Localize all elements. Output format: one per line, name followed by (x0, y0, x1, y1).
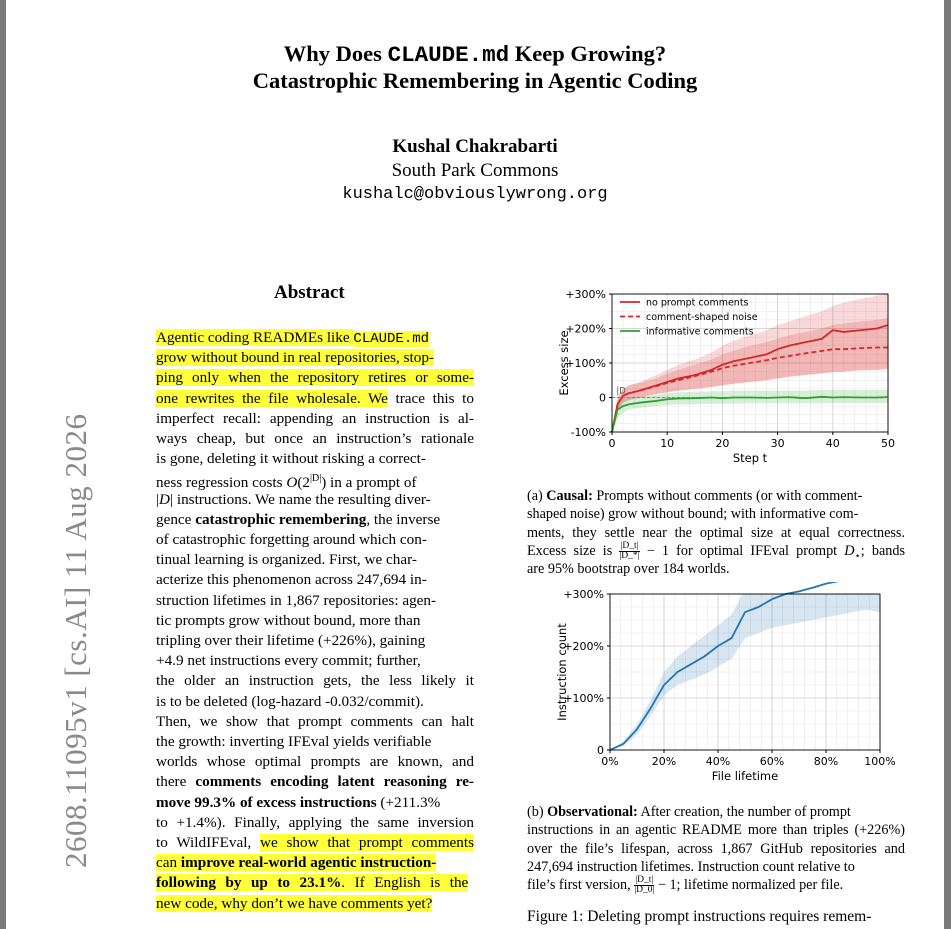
text-run: tinual learning is organized. First, we char- (156, 551, 417, 569)
legend-label: comment-shaped noise (646, 312, 758, 323)
text-run: Causal: (546, 488, 593, 504)
figure-a-chart (528, 290, 908, 480)
author-name: Kushal Chakrabarti (392, 136, 558, 157)
y-tick-label: +100% (563, 692, 604, 705)
y-tick-label: -100% (570, 426, 606, 439)
text-run: there (156, 773, 196, 791)
x-tick-label: 80% (813, 755, 839, 768)
text-run: (+211.3% (376, 793, 441, 811)
text-line (527, 560, 905, 578)
figure-1-caption: Figure 1: Deleting prompt instructions requires remem- (527, 908, 872, 925)
text-run: to +1.4%). Finally, applying the same inversion (156, 813, 474, 831)
text-run: +4.9 net instructions every commit; further, (156, 652, 421, 670)
text-run: ping only when the repository retires or some- (156, 369, 474, 387)
text-line (156, 671, 474, 691)
text-line (156, 813, 474, 833)
y-tick-label: +300% (563, 588, 604, 601)
text-line (527, 524, 905, 542)
y-axis-label: Excess size (557, 330, 571, 396)
text-line (156, 550, 474, 570)
text-line (156, 853, 474, 873)
arxiv-side-stamp: 2608.11095v1 [cs.AI] 11 Aug 2026 (58, 413, 93, 868)
text-line (156, 793, 474, 813)
text-run: D (844, 542, 855, 559)
text-run: comments encoding latent reasoning re- (195, 773, 474, 791)
x-tick-label: 40% (705, 755, 731, 768)
text-run: (b) (527, 804, 548, 820)
text-line (156, 409, 474, 429)
legend-label: informative comments (646, 326, 754, 338)
text-run: new code, why don’t we have comments yet? (156, 894, 433, 912)
text-run: struction lifetimes in 1,867 repositories: agen- (156, 591, 437, 609)
author-email[interactable]: kushalc@obviouslywrong.org (342, 185, 608, 204)
text-run: the older an instruction gets, the less likely it (156, 672, 474, 690)
text-line (156, 651, 474, 671)
text-run: move 99.3% of excess instructions (156, 793, 377, 811)
text-line (156, 591, 474, 611)
text-run: file’s first version, (527, 877, 635, 894)
text-run: 247,694 instruction lifetimes. Instruction count relative to (527, 858, 855, 875)
text-run: If English is the (345, 874, 469, 892)
text-run: ways cheap, but once an instruction’s rationale (156, 430, 474, 447)
text-line (156, 389, 474, 409)
text-run: (a) (527, 488, 547, 504)
text-run: one rewrites the file wholesale. We (156, 389, 388, 407)
x-axis-label: Step t (732, 451, 768, 465)
chart-legend (620, 298, 758, 338)
text-run: to WildIFEval, (156, 834, 260, 851)
text-run: acterize this phenomenon across 247,694 in- (156, 571, 427, 589)
text-run: the growth: inverting IFEval yields verifiable (156, 733, 432, 750)
x-tick-label: 100% (864, 755, 896, 768)
text-run: grow without bound in real repositories, stop- (156, 349, 434, 367)
text-run: we show that prompt comments (260, 834, 474, 851)
text-run: of catastrophic forgetting around which con- (156, 531, 427, 548)
text-run: Prompts without comments (or with comment- (592, 488, 863, 504)
text-line (156, 328, 474, 349)
text-line (156, 631, 474, 651)
text-line (527, 858, 905, 876)
text-run: is to be deleted (log-hazard -0.032/commit). (156, 692, 424, 710)
text-line (156, 712, 474, 732)
text-run: trace this to (387, 389, 474, 407)
abstract-heading: Abstract (274, 282, 345, 303)
text-line (156, 530, 474, 550)
text-run: − 1 for optimal IFEval prompt (639, 542, 845, 559)
x-tick-label: 60% (759, 755, 785, 768)
text-run: catastrophic remembering (195, 510, 367, 528)
x-tick-label: 10 (660, 437, 675, 450)
text-line (527, 505, 905, 523)
text-run: can (156, 854, 181, 872)
confidence-band (612, 390, 888, 432)
text-line (156, 490, 474, 510)
text-run: imperfect recall: appending an instruction is al- (156, 409, 474, 427)
confidence-band (610, 584, 880, 750)
text-line (527, 821, 905, 839)
text-run: | (156, 490, 160, 508)
x-tick-label: 30 (770, 437, 785, 450)
text-line (156, 894, 474, 914)
text-line (527, 840, 905, 858)
text-line (156, 732, 474, 752)
text-run: instructions in an agentic README more than triples (+226%) (527, 822, 905, 839)
text-run: − 1; lifetime normalized per file. (654, 877, 844, 894)
text-run: following by up to 23.1% (156, 874, 342, 892)
x-tick-label: 0% (601, 755, 619, 768)
text-run: gence (156, 510, 196, 528)
author-affiliation: South Park Commons (391, 160, 559, 181)
text-line (156, 833, 474, 853)
text-run: D (159, 490, 171, 508)
text-run: CLAUDE.md (353, 331, 430, 347)
x-tick-label: 0 (608, 437, 616, 450)
text-run: . (341, 874, 346, 892)
text-line (156, 752, 474, 772)
text-line (156, 570, 474, 590)
text-run: O (286, 474, 298, 492)
text-line (156, 873, 474, 893)
text-run: Observational: (547, 804, 638, 820)
text-line (156, 772, 474, 792)
text-run: |D| (309, 473, 322, 485)
text-line (156, 368, 474, 388)
text-line (156, 692, 474, 712)
baseline-annotation: |D (616, 386, 626, 397)
text-run: improve real-world agentic instruction- (180, 854, 437, 872)
text-run: tic prompts grow without bound, more than (156, 611, 421, 629)
y-axis-label: Instruction count (555, 623, 569, 721)
inline-fraction: $\frac{|D\_t|}{|D\_0|}$ (634, 875, 655, 896)
text-run: ) in a prompt of (321, 474, 417, 492)
y-tick-label: 0 (597, 744, 604, 757)
text-line (156, 510, 474, 530)
text-line (156, 449, 474, 469)
text-line (156, 348, 474, 368)
text-run: , the inverse (366, 510, 441, 528)
y-tick-label: +300% (565, 290, 606, 301)
paper-title-line2: Catastrophic Remembering in Agentic Coding (252, 68, 698, 93)
figure-b-chart (528, 582, 908, 794)
x-tick-label: 20% (651, 755, 677, 768)
text-run: worlds whose optimal prompts are known, and (156, 753, 474, 771)
text-line (156, 611, 474, 631)
text-run: | instructions. We name the resulting diver- (170, 490, 431, 508)
paper-page (6, 0, 944, 929)
legend-label: no prompt comments (646, 297, 749, 309)
inline-fraction: $\frac{|D\_t|}{|D\_*|}$ (619, 541, 640, 562)
x-tick-label: 50 (881, 437, 895, 450)
text-run: ; bands (860, 542, 905, 559)
text-line (527, 803, 905, 821)
text-run: After creation, the number of prompt (637, 804, 851, 820)
text-run: tripling over their lifetime (+226%), gaining (156, 632, 426, 649)
text-run: Excess size is (527, 542, 620, 559)
y-tick-label: +200% (563, 640, 604, 653)
text-run: over the file’s lifespan, across 1,867 GitHub repositories and (527, 840, 905, 857)
x-tick-label: 20 (715, 437, 730, 450)
text-line (527, 876, 905, 895)
text-run: ments, they settle near the optimal size at equal correctness. (527, 524, 905, 541)
text-run: Then, we show that prompt comments can halt (156, 712, 474, 730)
x-tick-label: 40 (825, 437, 840, 450)
text-run: is gone, deleting it without risking a correct- (156, 450, 426, 468)
text-line (156, 429, 474, 449)
text-run: ⋆ (854, 550, 861, 562)
text-run: ness regression costs (156, 474, 287, 492)
text-run: Agentic coding READMEs like (156, 329, 354, 346)
paper-title-line1: Why Does CLAUDE.md Keep Growing? (283, 41, 667, 68)
y-tick-label: +200% (565, 322, 606, 336)
y-tick-label: 0 (599, 391, 606, 405)
text-line (527, 487, 905, 505)
text-run: (2 (297, 474, 310, 492)
y-tick-label: +100% (565, 357, 606, 370)
x-axis-label: File lifetime (711, 769, 779, 783)
text-run: shaped noise) grow without bound; with informative com- (527, 506, 859, 523)
text-run: are 95% bootstrap over 184 worlds. (527, 561, 730, 578)
